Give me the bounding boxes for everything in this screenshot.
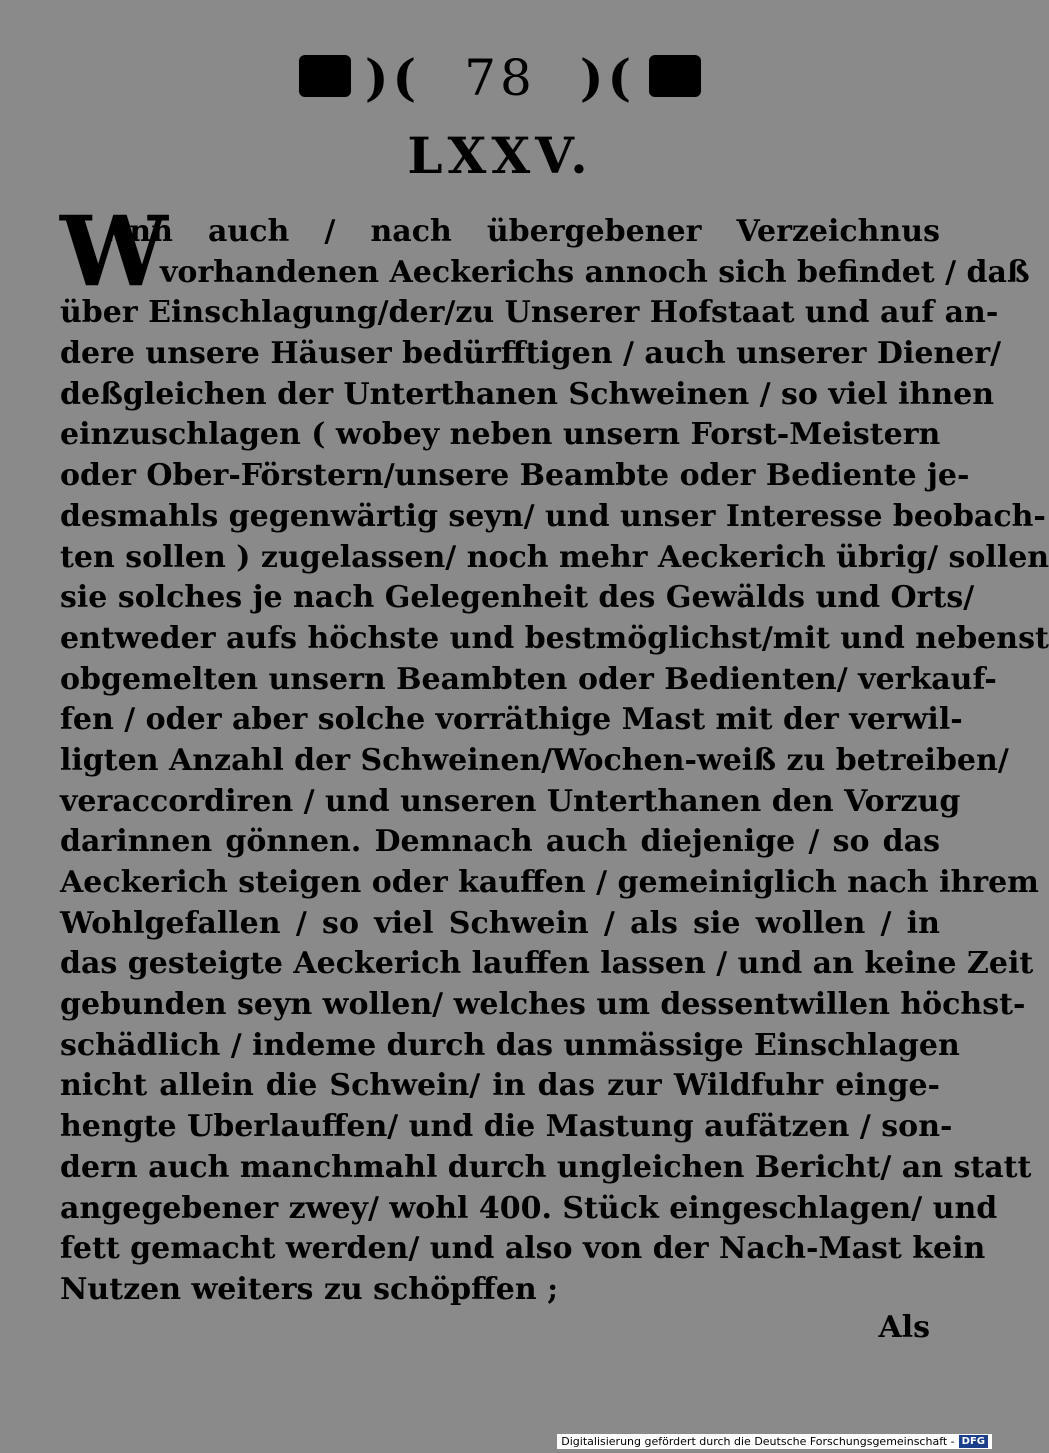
text-line: veraccordiren / und unseren Unterthanen den Vorzug: [60, 783, 961, 819]
text-line: Aeckerich steigen oder kauffen / gemeiniglich nach ihrem: [60, 865, 1039, 900]
text-line: gebunden seyn wollen/ welches um dessentwillen höchst-: [60, 987, 1026, 1023]
text-line: Wohlgefallen / so viel Schwein / als sie wollen / in: [60, 905, 940, 941]
body-text: [60, 195, 1049, 1311]
text-line: dere unsere Häuser bedürfftigen / auch unserer Diener/: [60, 336, 1002, 372]
text-line: deßgleichen der Unterthanen Schweinen / so viel ihnen: [60, 376, 995, 412]
text-line: vorhandenen Aeckerichs annoch sich befindet / daß: [160, 254, 1030, 290]
text-line: fen / oder aber solche vorräthige Mast mit der verwil-: [60, 702, 963, 738]
text-line: Nutzen weiters zu schöpffen ;: [60, 1271, 559, 1307]
page-number: 78: [464, 49, 536, 107]
dfg-logo: DFG: [959, 1435, 988, 1448]
chapter-heading: LXXV.: [407, 126, 593, 185]
text-line: darinnen gönnen. Demnach auch diejenige / so das: [60, 824, 940, 860]
text-line: Ann auch / nach übergebener Verzeichnus: [106, 214, 940, 249]
ornament-left-icon: [299, 55, 351, 97]
header-right-bracket: )(: [579, 48, 636, 107]
footer-text: Digitalisierung gefördert durch die Deutsche Forschungsgemeinschaft -: [561, 1435, 955, 1448]
text-line: desmahls gegenwärtig seyn/ und unser Interesse beobach-: [60, 498, 1046, 534]
text-line: über Einschlagung/der/zu Unserer Hofstaat und auf an-: [60, 295, 999, 331]
text-line: entweder aufs höchste und bestmöglichst/mit und nebenst: [60, 620, 1049, 656]
text-line: obgemelten unsern Beambten oder Bedienten/ verkauf-: [60, 661, 997, 697]
text-line: fett gemacht werden/ und also von der Nach-Mast kein: [60, 1231, 986, 1267]
text-line: einzuschlagen ( wobey neben unsern Forst-Meistern: [60, 417, 941, 453]
text-line: ten sollen ) zugelassen/ noch mehr Aeckerich übrig/ sollen: [60, 539, 1049, 575]
footer-credit: [557, 1434, 992, 1449]
text-line: oder Ober-Förstern/unsere Beambte oder Bediente je-: [60, 458, 970, 494]
text-line: angegebener zwey/ wohl 400. Stück eingeschlagen/ und: [60, 1190, 998, 1226]
text-line: nicht allein die Schwein/ in das zur Wildfuhr einge-: [60, 1068, 940, 1104]
catchword: Als: [878, 1310, 930, 1345]
header-left-bracket: )(: [364, 48, 421, 107]
page-header: [0, 48, 1000, 108]
text-line: das gesteigte Aeckerich lauffen lassen / und an keine Zeit: [60, 946, 1034, 982]
text-line: sie solches je nach Gelegenheit des Gewälds und Orts/: [60, 580, 975, 616]
text-line: dern auch manchmahl durch ungleichen Bericht/ an statt: [60, 1149, 1032, 1185]
drop-cap: W: [60, 195, 168, 308]
text-line: ligten Anzahl der Schweinen/Wochen-weiß zu betreiben/: [60, 742, 1009, 778]
ornament-right-icon: [649, 55, 701, 97]
text-line: hengte Uberlauffen/ und die Mastung aufätzen / son-: [60, 1109, 953, 1145]
text-line: schädlich / indeme durch das unmässige Einschlagen: [60, 1027, 960, 1063]
